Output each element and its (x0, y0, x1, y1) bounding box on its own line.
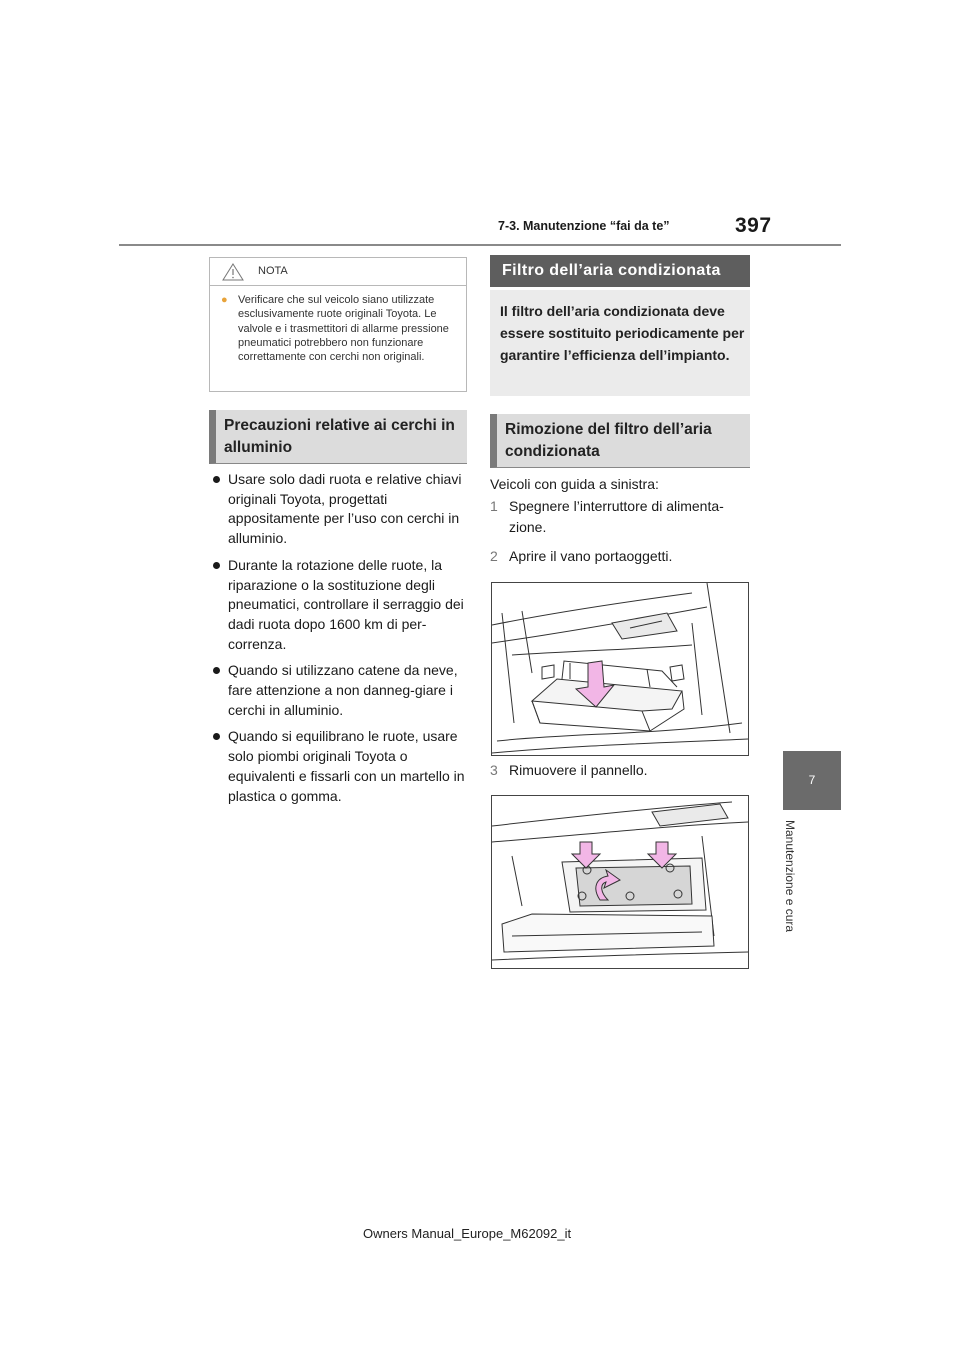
step-3 (490, 760, 752, 781)
alloy-wheels-heading: Precauzioni relative ai cerchi in alluminio (209, 410, 467, 464)
lhd-lead: Veicoli con guida a sinistra: (490, 476, 659, 492)
note-box (209, 257, 467, 392)
panel-removal-illustration (491, 795, 749, 969)
ac-filter-title: Filtro dell’aria condizionata (490, 255, 750, 287)
list-item: Usare solo dadi ruota e relative chiavi originali Toyota, progettati appositamente per l’uso con cerchi in alluminio. (209, 470, 469, 549)
warning-triangle-icon (222, 263, 244, 281)
step-number: 3 (490, 762, 498, 778)
glovebox-drawing (492, 583, 748, 755)
step-1 (490, 496, 752, 538)
list-item: Quando si utilizzano catene da neve, fare attenzione a non danneg-giare i cerchi in alluminio. (209, 661, 469, 720)
chapter-label (783, 820, 817, 960)
page-number: 397 (735, 214, 772, 237)
ac-filter-intro: Il filtro dell’aria condizionata deve essere sostituito periodicamente per garantire l’efficienza dell’impianto. (490, 290, 750, 396)
section-title: 7-3. Manutenzione “fai da te” (498, 219, 670, 233)
glovebox-open-illustration (491, 582, 749, 756)
step-number: 1 (490, 498, 498, 514)
alloy-wheels-list (209, 470, 469, 813)
list-item: Durante la rotazione delle ruote, la riparazione o la sostituzione degli pneumatici, controllare il serraggio dei dadi ruota dopo 1600 km di per-correnza. (209, 556, 469, 655)
step-text: Aprire il vano portaoggetti. (509, 548, 673, 564)
chapter-label-text: Manutenzione e cura (783, 820, 797, 933)
footer-text: Owners Manual_Europe_M62092_it (363, 1226, 572, 1241)
chapter-tab: 7 (783, 751, 841, 810)
panel-drawing (492, 796, 748, 968)
note-title: NOTA (258, 265, 288, 277)
note-header (210, 258, 466, 286)
note-text: Verificare che sul veicolo siano utilizzate esclusivamente ruote originali Toyota. Le valvole e i trasmettitori di allarme pressione pneumatici potrebbero non funzionare correttamente con cerchi non originali. (238, 294, 449, 364)
step-text: Spegnere l’interruttore di alimenta-zione. (509, 498, 724, 535)
step-2 (490, 546, 752, 567)
note-bullet-icon: ● (221, 294, 228, 306)
header-rule (119, 244, 841, 246)
ac-filter-removal-heading: Rimozione del filtro dell’aria condizionata (490, 414, 750, 468)
list-item: Quando si equilibrano le ruote, usare solo piombi originali Toyota o equivalenti e fissarli con un martello in plastica o gomma. (209, 727, 469, 806)
step-text: Rimuovere il pannello. (509, 762, 648, 778)
step-number: 2 (490, 548, 498, 564)
